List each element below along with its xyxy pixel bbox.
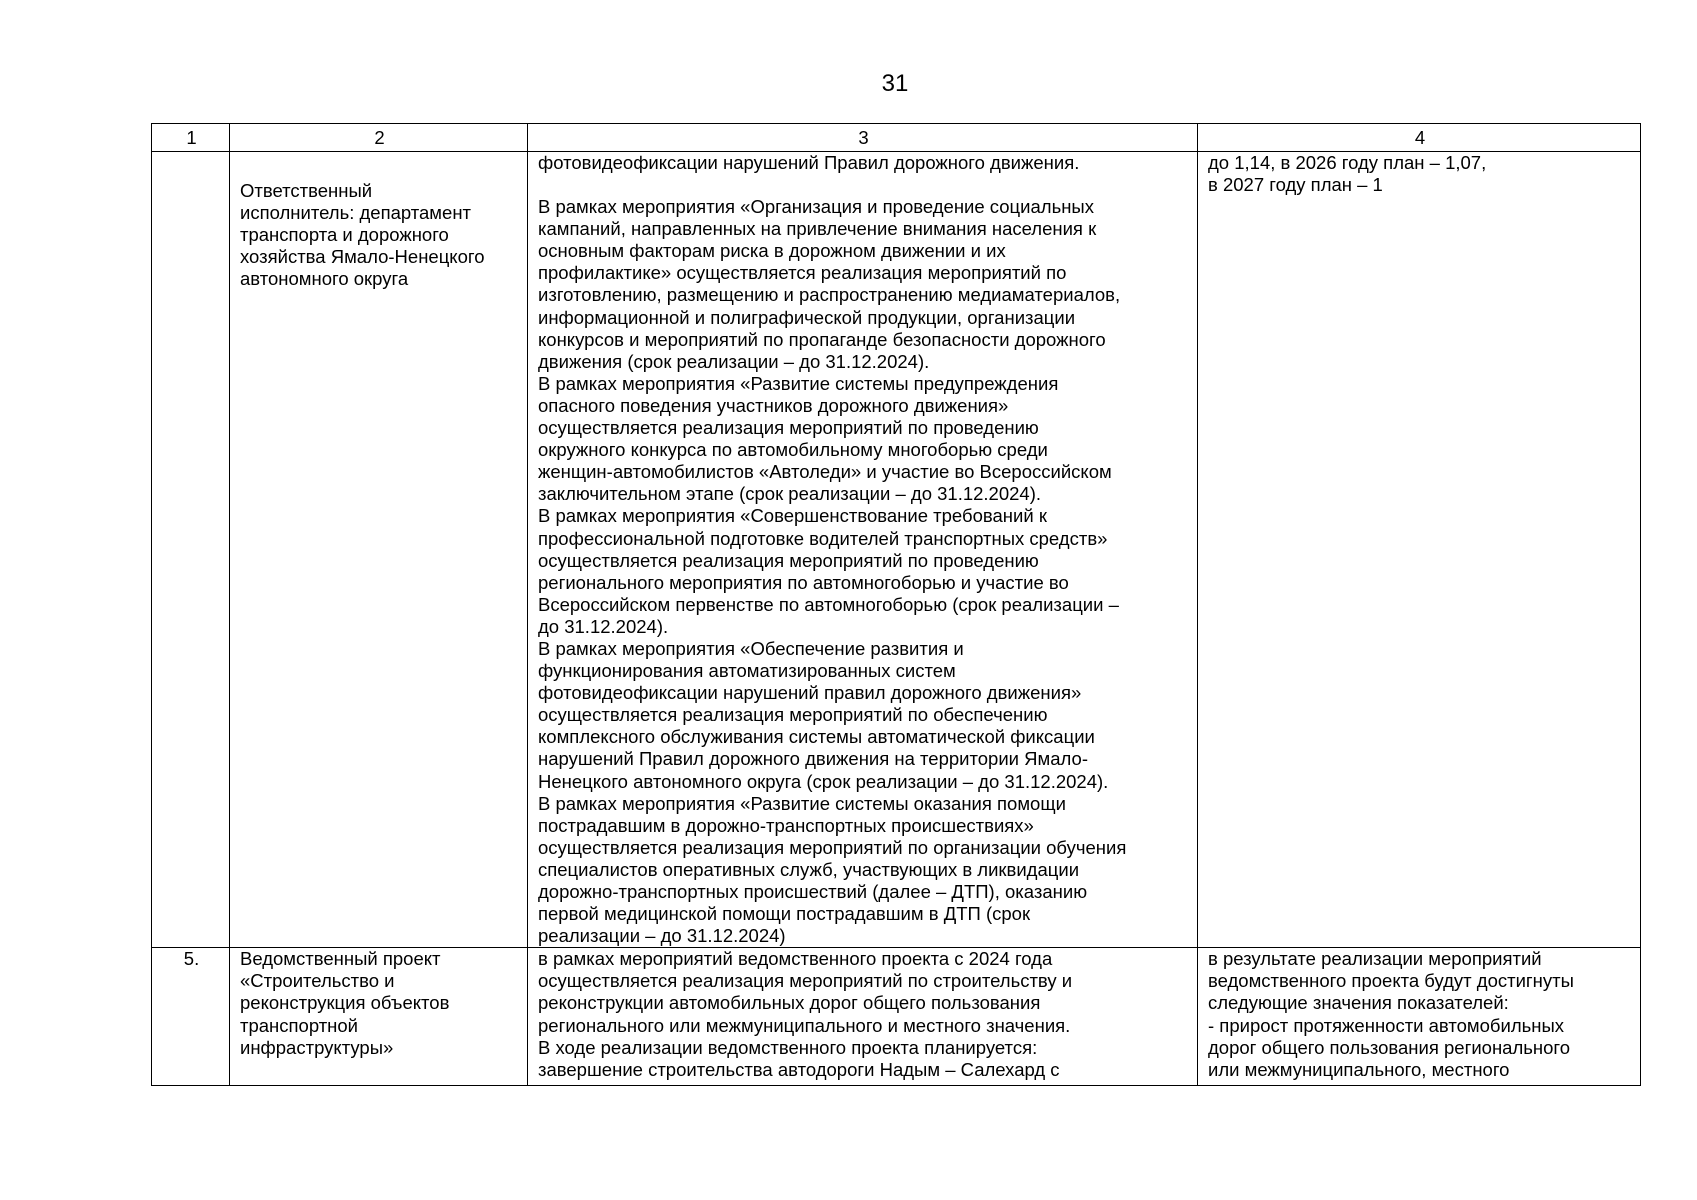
- table-row-5: [152, 948, 1641, 1086]
- project-results-cell: [1198, 948, 1641, 1086]
- row-number-cell: [152, 152, 230, 948]
- project-activities-text: в рамках мероприятий ведомственного проекта с 2024 года осуществляется реализация мероприятий по строительству и реконструкции автомобильных дорог общего пользования регионального или межмуниципального и местного значения. В ходе реализации ведомственного проекта планируется: завершение строительства автодороги Надым – Салехард с: [538, 948, 1073, 1080]
- header-col-1: 1: [152, 124, 230, 152]
- activities-first-line: фотовидеофиксации нарушений Правил дорожного движения.: [538, 152, 1080, 173]
- responsible-executor-text: Ответственный исполнитель: департамент транспорта и дорожного хозяйства Ямало-Ненецкого автономного округа: [240, 180, 485, 290]
- indicators-cell: [1198, 152, 1641, 948]
- page-number: 31: [881, 70, 909, 97]
- indicators-text: до 1,14, в 2026 году план – 1,07, в 2027 году план – 1: [1208, 152, 1487, 196]
- activities-text: В рамках мероприятия «Организация и проведение социальных кампаний, направленных на привлечение внимания населения к основным факторам риска в дорожном движении и их профилактике» осуществляется реализация мероприятий по изготовлению, размещению и распространению медиаматериалов, информационной и полиграфической продукции, организации конкурсов и мероприятий по пропаганде безопасности дорожного движения (срок реализации – до 31.12.2024). В рамках мероприятия «Развитие системы предупреждения опасного поведения участников дорожного движения» осуществляется реализация мероприятий по проведению окружного конкурса по автомобильному многоборью среди женщин-автомобилистов «Автоледи» и участие во Всероссийском заключительном этапе (срок реализации – до 31.12.2024). В рамках мероприятия «Совершенствование требований к профессиональной подготовке водителей транспортных средств» осуществляется реализация мероприятий по проведению регионального мероприятия по автомногоборью и участие во Всероссийском первенстве по автомногоборью (срок реализации – до 31.12.2024). В рамках мероприятия «Обеспечение развития и функционирования автоматизированных систем фотовидеофиксации нарушений правил дорожного движения» осуществляется реализация мероприятий по обеспечению комплексного обслуживания системы автоматической фиксации нарушений Правил дорожного движения на территории Ямало- Ненецкого автономного округа (срок реализации – до 31.12.2024). В рамках мероприятия «Развитие системы оказания помощи пострадавшим в дорожно-транспортных происшествиях» осуществляется реализация мероприятий по организации обучения специалистов оперативных служб, участвующих в ликвидации дорожно-транспортных происшествий (далее – ДТП), оказанию первой медицинской помощи пострадавшим в ДТП (срок реализации – до 31.12.2024): [538, 196, 1127, 947]
- header-col-2: 2: [230, 124, 528, 152]
- table-header-row: [152, 124, 1641, 152]
- responsible-cell: [230, 152, 528, 948]
- activities-cell: [528, 152, 1198, 948]
- project-activities-cell: [528, 948, 1198, 1086]
- table-row-continuation: [152, 152, 1641, 948]
- project-name-text: Ведомственный проект «Строительство и реконструкция объектов транспортной инфраструктуры»: [240, 948, 450, 1058]
- header-col-3: 3: [528, 124, 1198, 152]
- project-results-text: в результате реализации мероприятий ведомственного проекта будут достигнуты следующие значения показателей: - прирост протяженности автомобильных дорог общего пользования регионального или межмуниципального, местного: [1208, 948, 1574, 1080]
- header-col-4: 4: [1198, 124, 1641, 152]
- row-number-cell-5: 5.: [152, 948, 230, 1086]
- project-name-cell: [230, 948, 528, 1086]
- program-table: [151, 123, 1641, 1086]
